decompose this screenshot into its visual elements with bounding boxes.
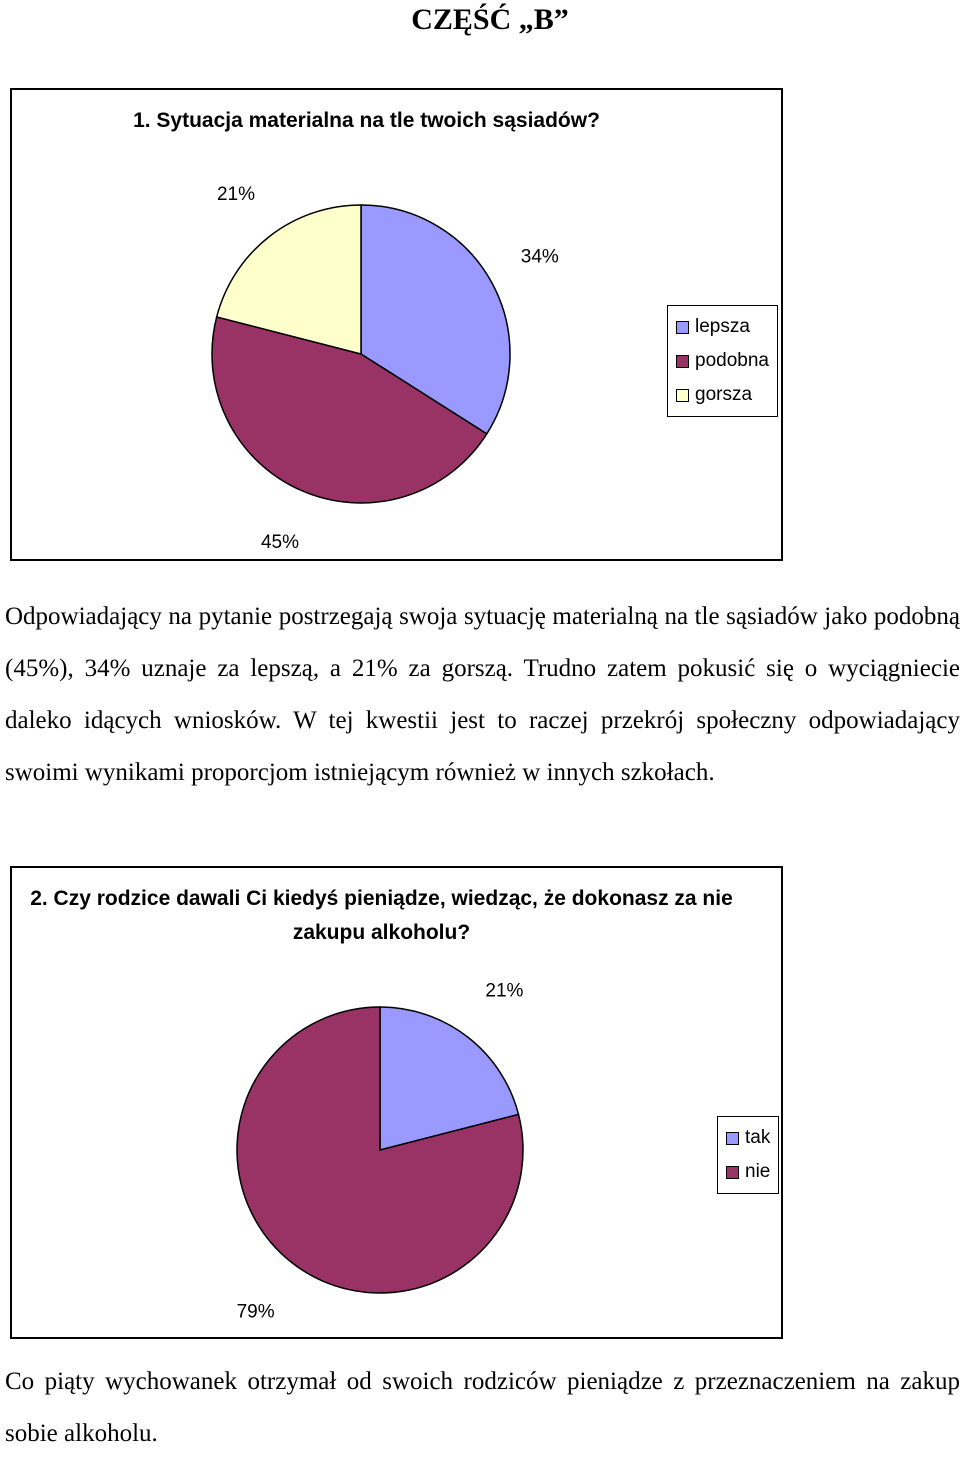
chart-sytuacja-materialna [10,88,783,561]
chart-title: 1. Sytuacja materialna na tle twoich sąsiadów? [133,109,600,132]
chart-pieniadze-na-alkohol [10,866,783,1339]
legend-swatch [676,355,689,368]
slice-label-lepsza: 34% [520,246,559,268]
slice-label-tak: 21% [485,980,524,1002]
pie-chart-2 [12,868,785,1341]
legend-label: podobna [695,350,769,371]
legend-label: tak [745,1127,771,1148]
slice-label-gorsza: 21% [216,183,255,205]
legend-item-tak [726,1121,770,1155]
legend-item-podobna [676,344,769,378]
chart-title: 2. Czy rodzice dawali Ci kiedyś pieniądze, wiedząc, że dokonasz za nie zakupu alkoholu? [30,887,733,944]
chart-legend [717,1116,779,1194]
page-heading: CZĘŚĆ „B” [411,3,569,36]
legend-item-gorsza [676,378,769,412]
slice-label-nie: 79% [236,1301,275,1323]
legend-swatch [726,1132,739,1145]
legend-swatch [676,321,689,334]
legend-label: gorsza [695,384,753,405]
chart-legend [667,305,778,417]
slice-label-podobna: 45% [260,532,299,554]
legend-swatch [726,1166,739,1179]
legend-item-lepsza [676,310,769,344]
legend-label: lepsza [695,316,750,337]
legend-swatch [676,389,689,402]
paragraph-analysis-1: Odpowiadający na pytanie postrzegają swoja sytuację materialną na tle sąsiadów jako podobną (45%), 34% uznaje za lepszą, a 21% za gorszą. Trudno zatem pokusić się o wyciągniecie daleko idących wniosków. W tej kwestii jest to raczej przekrój społeczny odpowiadający swoimi wynikami proporcjom istniejącym również w innych szkołach. [5,603,960,786]
paragraph-analysis-2: Co piąty wychowanek otrzymał od swoich rodziców pieniądze z przeznaczeniem na zakup sobie alkoholu. [5,1368,960,1447]
legend-label: nie [745,1161,771,1182]
legend-item-nie [726,1155,770,1189]
